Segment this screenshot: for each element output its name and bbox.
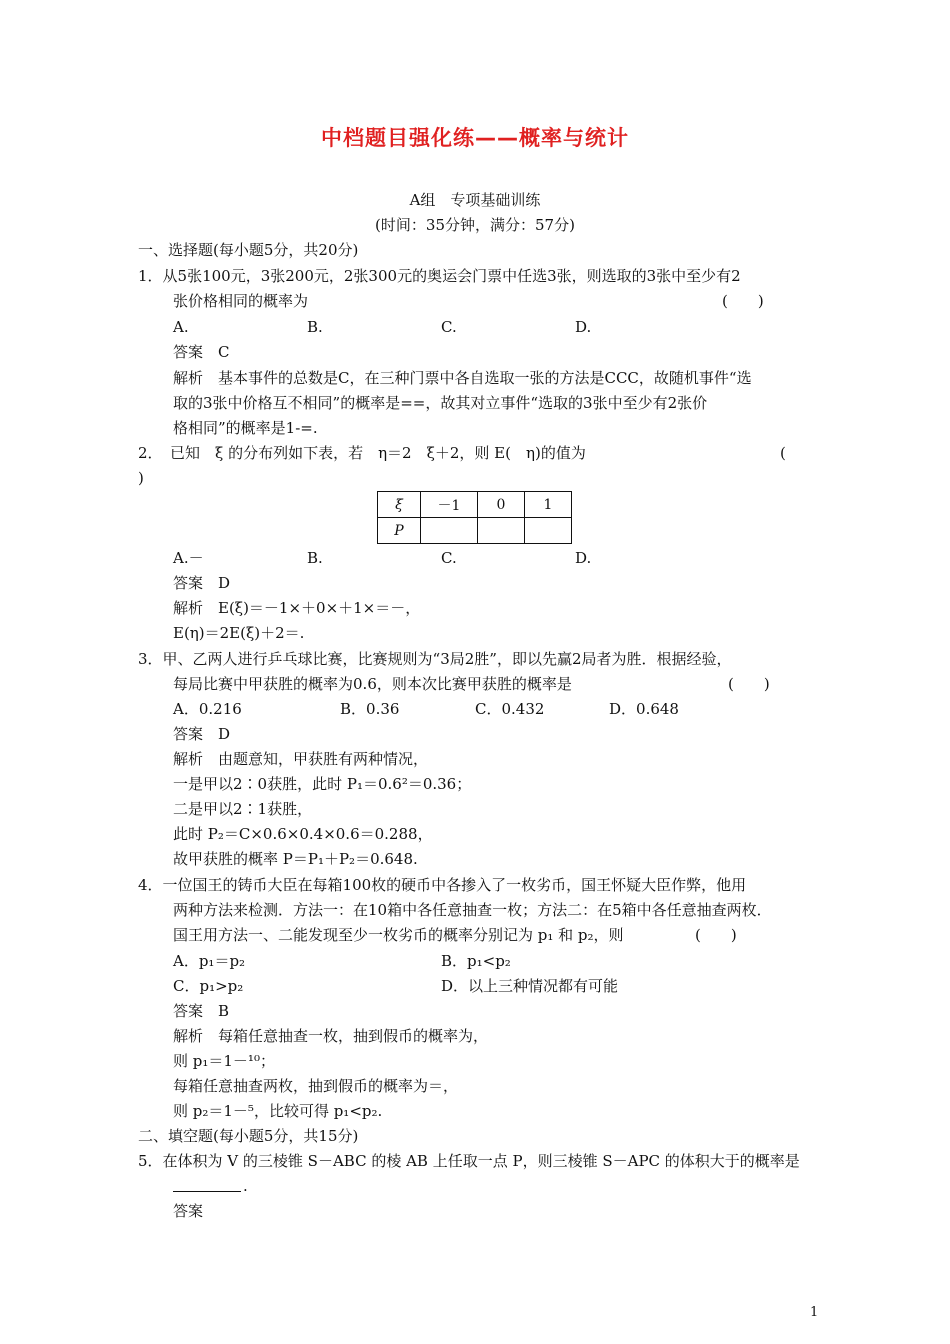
q1-line2: 张价格相同的概率为 — [173, 292, 309, 310]
q1-solution-1: 解析 基本事件的总数是C，在三种门票中各自选取一张的方法是CCC，故随机事件“选 — [173, 369, 752, 387]
q3-option-d: D．0.648 — [609, 700, 679, 718]
q4-solution-4: 则 p₂＝1－⁵，比较可得 p₁<p₂. — [173, 1102, 383, 1120]
q3-solution-5: 故甲获胜的概率 P＝P₁＋P₂＝0.648. — [173, 850, 418, 868]
q3-option-b: B．0.36 — [340, 700, 400, 718]
q1-option-b: B. — [307, 318, 323, 336]
q4-answer: 答案 B — [173, 1002, 230, 1020]
q2-option-d: D. — [575, 549, 592, 567]
q3-solution-4: 此时 P₂＝C×0.6×0.4×0.6＝0.288， — [173, 825, 433, 843]
table-cell — [525, 518, 572, 544]
q1-solution-2: 取的3张中价格互不相同”的概率是==，故其对立事件“选取的3张中至少有2张价 — [173, 394, 708, 412]
q4-line3: 国王用方法一、二能发现至少一枚劣币的概率分别记为 p₁ 和 p₂，则 — [173, 926, 624, 944]
section-fill-in: 二、填空题(每小题5分，共15分) — [138, 1127, 359, 1145]
table-cell: ξ — [378, 492, 421, 518]
q4-line2: 两种方法来检测．方法一：在10箱中各任意抽查一枚；方法二：在5箱中各任意抽查两枚． — [173, 901, 772, 919]
q1-line1: 1．从5张100元，3张200元，2张300元的奥运会门票中任选3张，则选取的3张中至少有2 — [138, 267, 741, 285]
q2-solution-1: 解析 E(ξ)＝－1×＋0×＋1×＝－， — [173, 599, 421, 617]
q3-solution-1: 解析 由题意知，甲获胜有两种情况， — [173, 750, 429, 768]
table-row — [378, 492, 572, 518]
q4-option-d: D．以上三种情况都有可能 — [441, 977, 619, 995]
q1-option-c: C. — [441, 318, 457, 336]
q5-line2-period: . — [243, 1177, 248, 1195]
q3-line2: 每局比赛中甲获胜的概率为0.6，则本次比赛甲获胜的概率是 — [173, 675, 572, 693]
document-title: 中档题目强化练——概率与统计 — [321, 126, 629, 150]
q3-option-c: C．0.432 — [475, 700, 545, 718]
q3-line1: 3．甲、乙两人进行乒乓球比赛，比赛规则为“3局2胜”，即以先赢2局者为胜．根据经验， — [138, 650, 732, 668]
q1-solution-3: 格相同”的概率是1-=. — [173, 419, 318, 437]
section-multiple-choice: 一、选择题(每小题5分，共20分) — [138, 241, 359, 259]
table-cell — [478, 518, 525, 544]
answer-blank — [173, 1190, 241, 1192]
q2-bracket-close: ) — [138, 469, 144, 487]
q3-option-a: A．0.216 — [173, 700, 242, 718]
q1-answer: 答案 C — [173, 343, 230, 361]
time-info: (时间：35分钟，满分：57分) — [375, 216, 575, 234]
q1-option-d: D. — [575, 318, 592, 336]
table-cell — [421, 518, 478, 544]
q2-answer: 答案 D — [173, 574, 231, 592]
q4-solution-3: 每箱任意抽查两枚，抽到假币的概率为＝， — [173, 1077, 459, 1095]
q4-solution-1: 解析 每箱任意抽查一枚，抽到假币的概率为， — [173, 1027, 489, 1045]
q3-solution-2: 一是甲以2∶0获胜，此时 P₁＝0.6²＝0.36； — [173, 775, 472, 793]
q2-solution-2: E(η)＝2E(ξ)＋2＝. — [173, 624, 305, 642]
q3-answer: 答案 D — [173, 725, 231, 743]
table-row — [378, 518, 572, 544]
distribution-table — [377, 491, 572, 544]
q2-option-b: B. — [307, 549, 323, 567]
table-cell: －1 — [421, 492, 478, 518]
q4-option-b: B．p₁<p₂ — [441, 952, 511, 970]
table-cell: 1 — [525, 492, 572, 518]
q2-option-c: C. — [441, 549, 457, 567]
group-heading: A组 专项基础训练 — [409, 191, 541, 209]
q4-option-c: C．p₁>p₂ — [173, 977, 244, 995]
q2-bracket-open: ( — [780, 444, 786, 462]
q4-solution-2: 则 p₁＝1－¹⁰； — [173, 1052, 275, 1070]
q4-line1: 4．一位国王的铸币大臣在每箱100枚的硬币中各掺入了一枚劣币，国王怀疑大臣作弊，他用 — [138, 876, 747, 894]
q2-option-a: A.－ — [173, 549, 204, 567]
q3-bracket: ( ) — [728, 675, 770, 693]
table-cell: 0 — [478, 492, 525, 518]
q1-bracket: ( ) — [722, 292, 764, 310]
q1-option-a: A. — [173, 318, 189, 336]
q4-option-a: A．p₁＝p₂ — [173, 952, 246, 970]
table-cell: P — [378, 518, 421, 544]
q3-solution-3: 二是甲以2∶1获胜， — [173, 800, 313, 818]
q2-line1: 2． 已知 ξ 的分布列如下表，若 η＝2 ξ＋2，则 E( η)的值为 — [138, 444, 586, 462]
q5-answer: 答案 — [173, 1202, 204, 1220]
page-number: 1 — [810, 1305, 819, 1320]
q5-line1: 5．在体积为 V 的三棱锥 S－ABC 的棱 AB 上任取一点 P，则三棱锥 S－APC 的体积大于的概率是 — [138, 1152, 800, 1170]
q4-bracket: ( ) — [695, 926, 737, 944]
